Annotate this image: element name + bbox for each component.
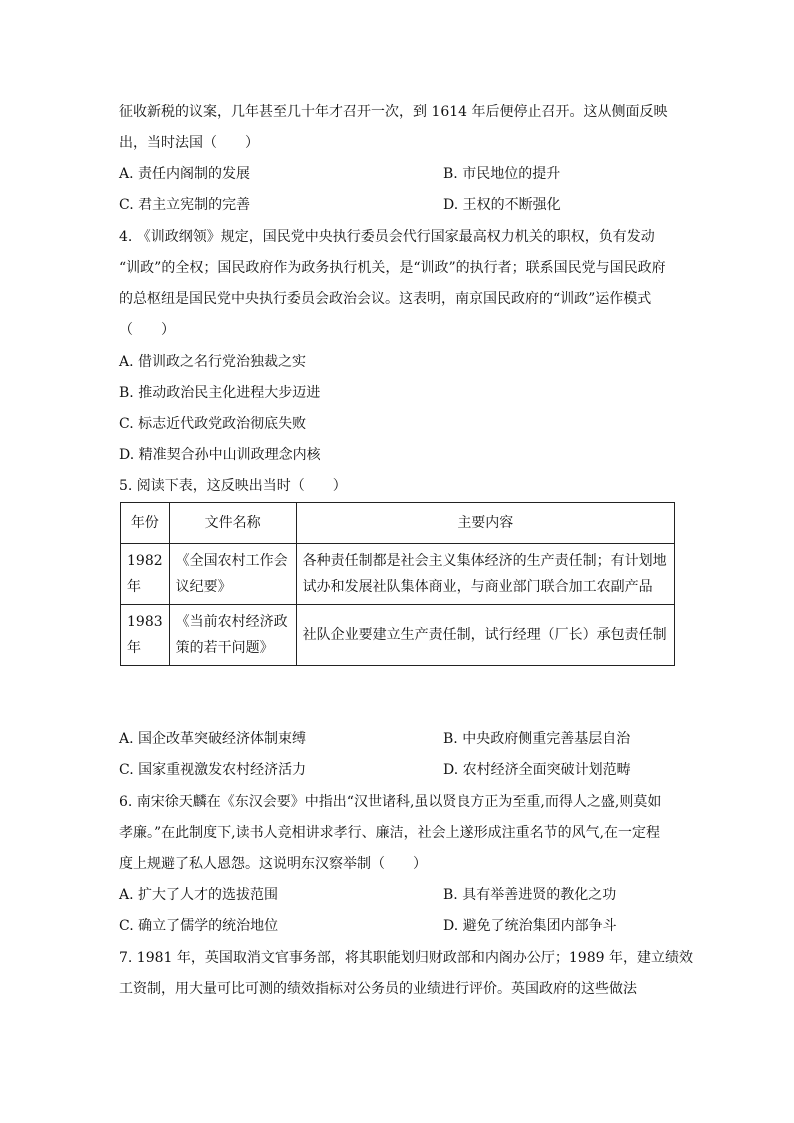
q3-option-c: C. 君主立宪制的完善 (119, 197, 251, 213)
q4-option-c: C. 标志近代政党政治彻底失败 (119, 416, 307, 432)
table-cell-year: 1982 年 (121, 544, 170, 605)
table-cell-content: 社队企业要建立生产责任制，试行经理（厂长）承包责任制 (296, 605, 674, 666)
q5-option-b: B. 中央政府侧重完善基层自治 (443, 731, 631, 747)
q3-option-a: A. 责任内阁制的发展 (119, 166, 251, 182)
table-row (121, 605, 675, 666)
q5-option-c: C. 国家重视激发农村经济活力 (119, 762, 307, 778)
q5-text-line-1: 5. 阅读下表，这反映出当时（ ） (119, 478, 347, 494)
q6-option-c: C. 确立了儒学的统治地位 (119, 918, 279, 934)
q6-option-b: B. 具有举善进贤的教化之功 (443, 887, 617, 903)
q5-option-d: D. 农村经济全面突破计划范畴 (443, 762, 631, 778)
q4-text-line-2: “训政”的全权；国民政府作为政务执行机关，是“训政”的执行者；联系国民党与国民政府 (119, 260, 666, 276)
q6-text-line-1: 6. 南宋徐天麟在《东汉会要》中指出“汉世诸科,虽以贤良方正为至重,而得人之盛,则莫如 (119, 794, 662, 810)
table-cell-document: 《全国农村工作会议纪要》 (169, 544, 296, 605)
table-header-document: 文件名称 (169, 503, 296, 544)
q3-text-line-1: 征收新税的议案，几年甚至几十年才召开一次，到 1614 年后便停止召开。这从侧面反映 (119, 104, 668, 120)
q6-text-line-3: 度上规避了私人恩怨。这说明东汉察举制（ ） (119, 856, 427, 872)
q4-option-a: A. 借训政之名行党治独裁之实 (119, 354, 307, 370)
q4-text-line-4: （ ） (119, 322, 175, 338)
q4-option-d: D. 精准契合孙中山训政理念内核 (119, 447, 321, 463)
table-header-row (121, 503, 675, 544)
table-row (121, 544, 675, 605)
q4-option-b: B. 推动政治民主化进程大步迈进 (119, 385, 321, 401)
q7-text-line-2: 工资制，用大量可比可测的绩效指标对公务员的业绩进行评价。英国政府的这些做法 (119, 981, 637, 997)
table-cell-document: 《当前农村经济政策的若干问题》 (169, 605, 296, 666)
table-cell-content: 各种责任制都是社会主义集体经济的生产责任制；有计划地试办和发展社队集体商业，与商业部门联合加工农副产品 (296, 544, 674, 605)
table-cell-year: 1983 年 (121, 605, 170, 666)
q6-text-line-2: 孝廉。”在此制度下,读书人竞相讲求孝行、廉洁，社会上遂形成注重名节的风气,在一定程 (119, 825, 661, 841)
q3-option-b: B. 市民地位的提升 (443, 166, 561, 182)
q6-option-d: D. 避免了统治集团内部争斗 (443, 918, 617, 934)
q6-option-a: A. 扩大了人才的选拔范围 (119, 887, 279, 903)
q4-text-line-3: 的总枢纽是国民党中央执行委员会政治会议。这表明，南京国民政府的“训政”运作模式 (119, 291, 652, 307)
q3-text-line-2: 出，当时法国（ ） (119, 135, 259, 151)
table-header-year: 年份 (121, 503, 170, 544)
q5-policy-table (120, 502, 675, 666)
q7-text-line-1: 7. 1981 年，英国取消文官事务部，将其职能划归财政部和内阁办公厅；1989 年，建立绩效 (119, 950, 693, 966)
q3-option-d: D. 王权的不断强化 (443, 197, 561, 213)
q4-text-line-1: 4. 《训政纲领》规定，国民党中央执行委员会代行国家最高权力机关的职权，负有发动 (119, 229, 655, 245)
table-header-content: 主要内容 (296, 503, 674, 544)
q5-option-a: A. 国企改革突破经济体制束缚 (119, 731, 307, 747)
